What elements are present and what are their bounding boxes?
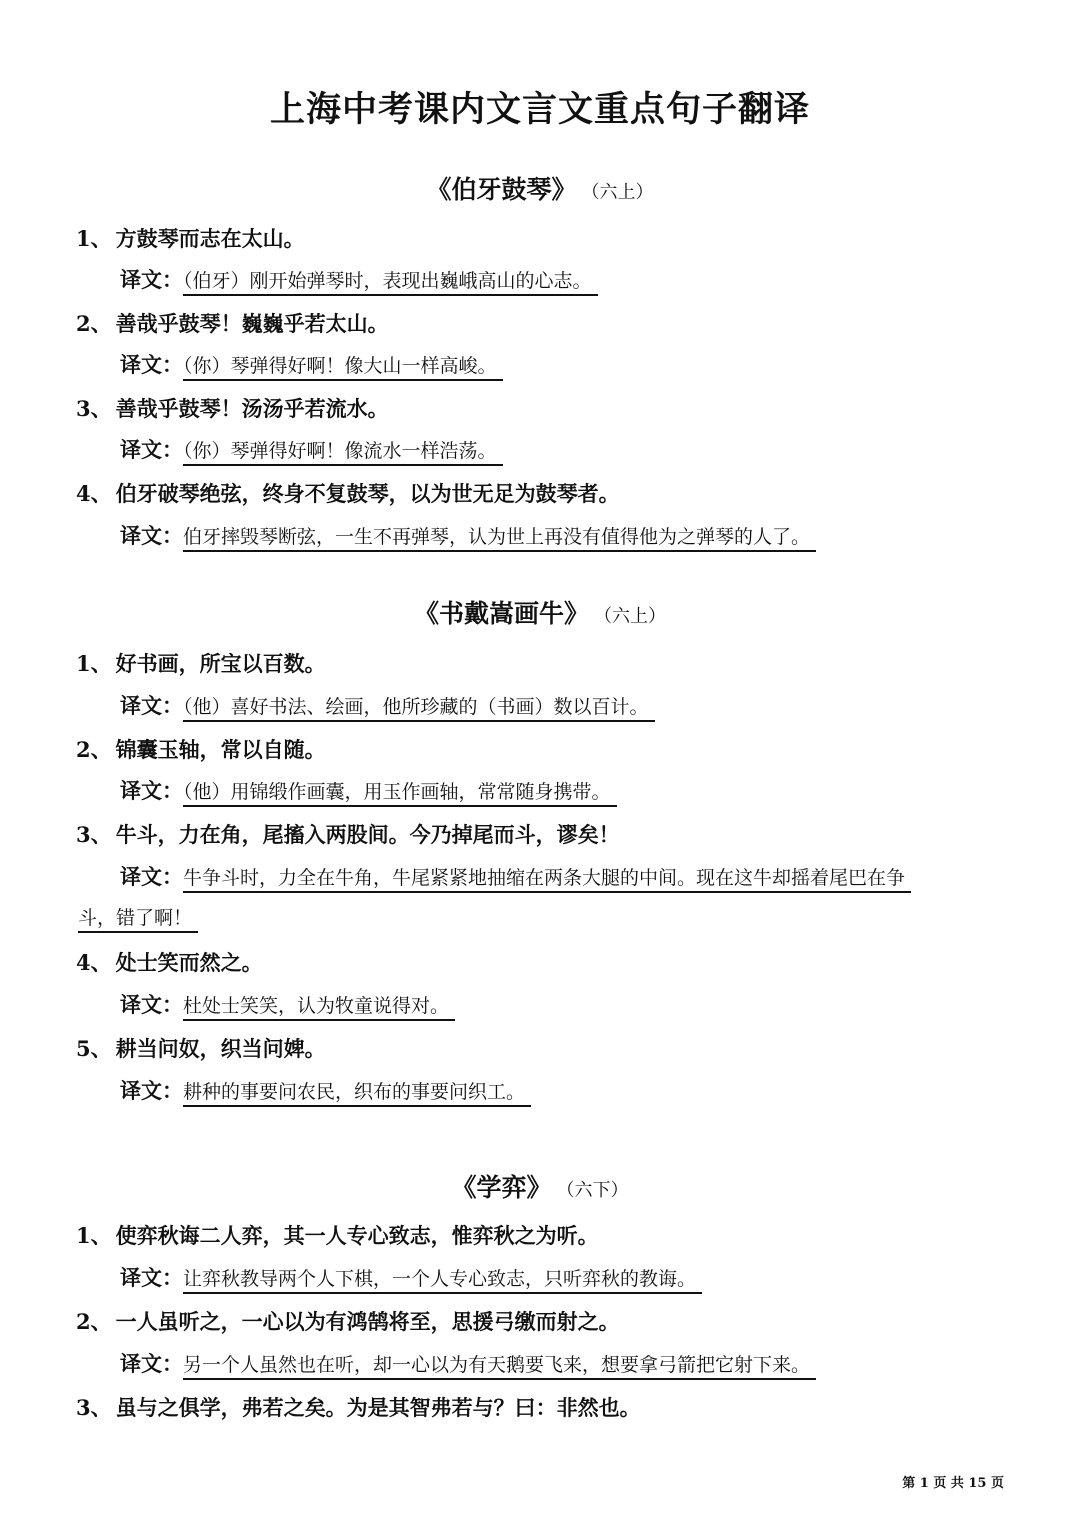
translation-line: 译文：耕种的事要问农民，织布的事要问织工。 xyxy=(120,1075,531,1105)
sentence-item: 3、 虽与之俱学，弗若之矣。为是其智弗若与？曰：非然也。 xyxy=(76,1395,641,1420)
page-footer: 第 1 页 共 15 页 xyxy=(902,1476,1004,1491)
sentence-item: 1、 使弈秋诲二人弈，其一人专心致志，惟弈秋之为听。 xyxy=(76,1223,599,1248)
translation-line: 译文：（你）琴弹得好啊！像流水一样浩荡。 xyxy=(120,434,503,464)
section-title-daisong xyxy=(0,594,1080,630)
translation-line: 译文：（你）琴弹得好啊！像大山一样高峻。 xyxy=(120,349,503,379)
translation-line: 译文：杜处士笑笑，认为牧童说得对。 xyxy=(120,989,455,1019)
section-name: 《书戴嵩画牛》 xyxy=(413,599,589,628)
section-name: 《伯牙鼓琴》 xyxy=(426,175,577,204)
translation-line: 译文：伯牙摔毁琴断弦，一生不再弹琴，认为世上再没有值得他为之弹琴的人了。 xyxy=(120,520,816,550)
sentence-item: 1、 方鼓琴而志在太山。 xyxy=(76,226,305,251)
translation-line: 译文：另一个人虽然也在听，却一心以为有天鹅要飞来，想要拿弓箭把它射下来。 xyxy=(120,1348,816,1378)
sentence-item: 3、 牛斗，力在角，尾搐入两股间。今乃掉尾而斗，谬矣！ xyxy=(76,822,620,847)
sentence-item: 3、 善哉乎鼓琴！汤汤乎若流水。 xyxy=(76,396,389,421)
translation-line: 译文：牛争斗时，力全在牛角，牛尾紧紧地抽缩在两条大腿的中间。现在这牛却摇着尾巴在争 xyxy=(120,861,911,891)
sentence-item: 2、 一人虽听之，一心以为有鸿鹄将至，思援弓缴而射之。 xyxy=(76,1309,620,1334)
section-title-boya xyxy=(0,170,1080,206)
sentence-item: 5、 耕当问奴，织当问婢。 xyxy=(76,1036,326,1061)
translation-line: 译文：（伯牙）刚开始弹琴时，表现出巍峨高山的心志。 xyxy=(120,264,598,294)
sentence-item: 2、 锦囊玉轴，常以自随。 xyxy=(76,737,326,762)
page-title: 上海中考课内文言文重点句子翻译 xyxy=(269,90,810,130)
translation-line: 译文：（他）喜好书法、绘画，他所珍藏的（书画）数以百计。 xyxy=(120,690,655,720)
sentence-item: 4、 伯牙破琴绝弦，终身不复鼓琴，以为世无足为鼓琴者。 xyxy=(76,481,620,506)
section-grade: （六上） xyxy=(603,606,666,627)
section-grade: （六上） xyxy=(590,182,654,203)
translation-line: 译文：（他）用锦缎作画囊，用玉作画轴，常常随身携带。 xyxy=(120,775,617,805)
sentence-item: 1、 好书画，所宝以百数。 xyxy=(76,651,326,676)
translation-line-cont: 斗，错了啊！ xyxy=(78,903,198,930)
section-grade: （六下） xyxy=(565,1180,629,1201)
translation-line: 译文：让弈秋教导两个人下棋，一个人专心致志，只听弈秋的教诲。 xyxy=(120,1262,702,1292)
sentence-item: 2、 善哉乎鼓琴！巍巍乎若太山。 xyxy=(76,311,389,336)
section-title-xueyi xyxy=(0,1168,1080,1204)
sentence-item: 4、 处士笑而然之。 xyxy=(76,950,263,975)
section-name: 《学弈》 xyxy=(451,1173,552,1202)
